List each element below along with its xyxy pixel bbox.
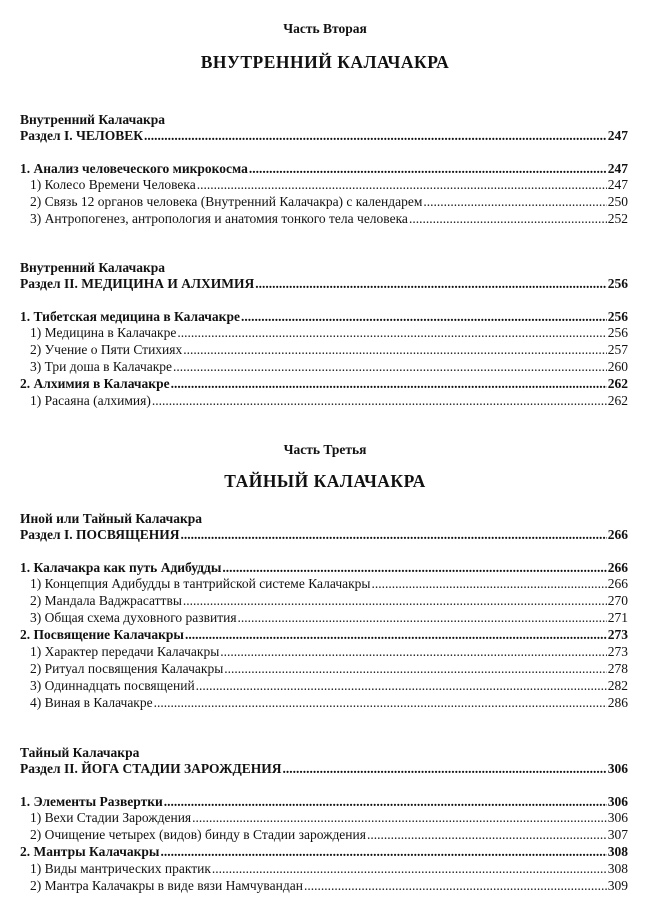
section-heading: Внутренний Калачакра — [20, 112, 165, 127]
toc-item-line[interactable] — [30, 358, 628, 375]
toc-chapter-title: 2. Мантры Калачакры — [20, 844, 160, 859]
toc-page-number: 266 — [607, 560, 628, 575]
toc-page-number: 260 — [607, 359, 628, 374]
toc-section-line[interactable] — [20, 127, 628, 144]
toc-page-number: 306 — [607, 761, 628, 776]
toc-item-line[interactable] — [30, 826, 628, 843]
toc-page-number: 278 — [607, 661, 628, 676]
toc-item-line[interactable] — [30, 660, 628, 677]
toc-item-title: 1) Расаяна (алхимия) — [30, 393, 151, 408]
toc-item-line[interactable] — [30, 341, 628, 358]
toc-chapter-title: 1. Тибетская медицина в Калачакре — [20, 309, 240, 324]
toc-chapter-title: 1. Калачакра как путь Адибудды — [20, 560, 222, 575]
toc-chapter-line[interactable] — [20, 308, 628, 325]
toc-page-number: 266 — [607, 527, 628, 542]
toc-section-line[interactable] — [20, 526, 628, 543]
toc-item-title: 1) Вехи Стадии Зарождения — [30, 810, 192, 825]
toc-item-line[interactable] — [30, 193, 628, 210]
toc-item-line[interactable] — [30, 210, 628, 227]
toc-chapter-title: 1. Анализ человеческого микрокосма — [20, 161, 248, 176]
toc-item-title: 1) Концепция Адибудды в тантрийской системе Калачакры — [30, 576, 371, 591]
toc-item-line[interactable] — [30, 609, 628, 626]
toc-page-number: 256 — [607, 325, 628, 340]
toc-item-title: 2) Мандала Ваджрасаттвы — [30, 593, 182, 608]
toc-item-line[interactable] — [30, 809, 628, 826]
part-label: Часть Третья — [283, 442, 367, 457]
toc-chapter-line[interactable] — [20, 843, 628, 860]
toc-item-line[interactable] — [30, 575, 628, 592]
toc-page-number: 256 — [607, 309, 628, 324]
toc-item-line[interactable] — [30, 643, 628, 660]
toc-page-number: 247 — [607, 161, 628, 176]
toc-page-number: 286 — [607, 695, 628, 710]
toc-section-title: Раздел I. ЧЕЛОВЕК — [20, 128, 144, 143]
toc-item-title: 1) Колесо Времени Человека — [30, 177, 196, 192]
toc-page-number: 282 — [607, 678, 628, 693]
toc-page-number: 247 — [607, 128, 628, 143]
toc-page-number: 247 — [607, 177, 628, 192]
toc-chapter-line[interactable] — [20, 559, 628, 576]
toc-page-number: 250 — [607, 194, 628, 209]
toc-item-line[interactable] — [30, 392, 628, 409]
toc-item-title: 3) Три доша в Калачакре — [30, 359, 173, 374]
toc-page-number: 266 — [607, 576, 628, 591]
toc-page-number: 270 — [607, 593, 628, 608]
section-heading: Иной или Тайный Калачакра — [20, 511, 203, 526]
toc-page-number: 273 — [607, 627, 628, 642]
toc-page-number: 273 — [607, 644, 628, 659]
toc-chapter-title: 2. Посвящение Калачакры — [20, 627, 184, 642]
toc-item-title: 3) Антропогенез, антропология и анатомия тонкого тела человека — [30, 211, 408, 226]
toc-item-title: 2) Очищение четырех (видов) бинду в Стадии зарождения — [30, 827, 366, 842]
toc-page-number: 308 — [607, 844, 628, 859]
toc-section-line[interactable] — [20, 275, 628, 292]
toc-item-title: 2) Мантра Калачакры в виде вязи Намчувандан — [30, 878, 303, 893]
toc-item-line[interactable] — [30, 694, 628, 711]
toc-section-title: Раздел I. ПОСВЯЩЕНИЯ — [20, 527, 180, 542]
toc-item-title: 2) Ритуал посвящения Калачакры — [30, 661, 224, 676]
toc-page-number: 306 — [607, 810, 628, 825]
toc-page-number: 262 — [607, 393, 628, 408]
toc-page-number: 252 — [607, 211, 628, 226]
toc-item-line[interactable] — [30, 592, 628, 609]
toc-page-number: 308 — [607, 861, 628, 876]
toc-chapter-line[interactable] — [20, 375, 628, 392]
toc-page-number: 306 — [607, 794, 628, 809]
toc-section-line[interactable] — [20, 760, 628, 777]
toc-page-number: 256 — [607, 276, 628, 291]
section-heading: Внутренний Калачакра — [20, 260, 165, 275]
toc-section-title: Раздел II. ЙОГА СТАДИИ ЗАРОЖДЕНИЯ — [20, 761, 282, 776]
toc-item-title: 2) Учение о Пяти Стихиях — [30, 342, 183, 357]
toc-item-title: 1) Виды мантрических практик — [30, 861, 211, 876]
toc-item-line[interactable] — [30, 324, 628, 341]
toc-item-title: 2) Связь 12 органов человека (Внутренний Калачакра) с календарем — [30, 194, 423, 209]
toc-item-line[interactable] — [30, 860, 628, 877]
toc-page-number: 257 — [607, 342, 628, 357]
toc-chapter-line[interactable] — [20, 626, 628, 643]
toc-item-line[interactable] — [30, 176, 628, 193]
toc-chapter-line[interactable] — [20, 793, 628, 810]
toc-item-title: 3) Общая схема духовного развития — [30, 610, 237, 625]
toc-page-number: 262 — [607, 376, 628, 391]
part-title: ВНУТРЕННИЙ КАЛАЧАКРА — [200, 52, 450, 72]
toc-section-title: Раздел II. МЕДИЦИНА И АЛХИМИЯ — [20, 276, 255, 291]
section-heading: Тайный Калачакра — [20, 745, 140, 760]
toc-page-number: 309 — [607, 878, 628, 893]
part-title: ТАЙНЫЙ КАЛАЧАКРА — [224, 471, 426, 491]
toc-item-title: 3) Одиннадцать посвящений — [30, 678, 195, 693]
toc-chapter-title: 2. Алхимия в Калачакре — [20, 376, 170, 391]
toc-item-title: 1) Характер передачи Калачакры — [30, 644, 220, 659]
toc-chapter-title: 1. Элементы Развертки — [20, 794, 163, 809]
part-label: Часть Вторая — [283, 21, 367, 36]
toc-page-number: 271 — [607, 610, 628, 625]
toc-item-title: 4) Виная в Калачакре — [30, 695, 153, 710]
toc-item-title: 1) Медицина в Калачакре — [30, 325, 177, 340]
toc-item-line[interactable] — [30, 877, 628, 894]
toc-page-number: 307 — [607, 827, 628, 842]
toc-chapter-line[interactable] — [20, 160, 628, 177]
toc-item-line[interactable] — [30, 677, 628, 694]
